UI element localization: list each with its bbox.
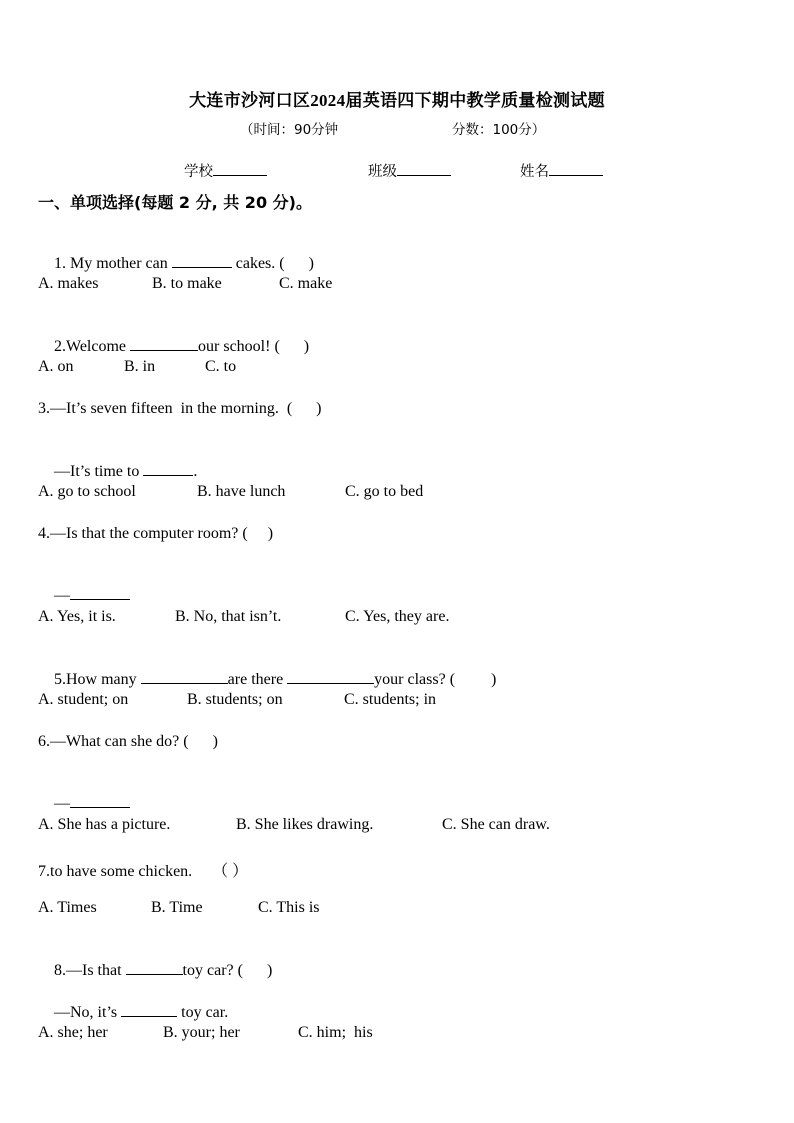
answer-text: toy car. <box>181 1004 229 1021</box>
school-label: 学校 <box>184 164 213 180</box>
answer-blank[interactable] <box>287 668 374 684</box>
option-b[interactable]: B. She likes drawing. <box>236 816 374 833</box>
answer-blank[interactable] <box>70 584 130 600</box>
school-field <box>184 160 267 181</box>
answer-text: —No, it’s <box>54 1004 118 1021</box>
question-text: 1. My mother can <box>54 255 168 272</box>
answer-text: . <box>193 463 198 480</box>
option-b[interactable]: B. have lunch <box>197 483 286 500</box>
answer-text: — <box>54 587 70 604</box>
option-c[interactable]: C. Yes, they are. <box>345 608 450 625</box>
answer-blank[interactable] <box>70 792 130 808</box>
option-a[interactable]: A. on <box>38 358 74 375</box>
option-b[interactable]: B. students; on <box>187 691 283 708</box>
section-heading: 一、单项选择(每题 2 分, 共 20 分)。 <box>38 193 312 212</box>
option-c[interactable]: C. students; in <box>344 691 437 708</box>
class-field <box>368 160 451 181</box>
exam-time: （时间：90分钟 <box>240 122 339 138</box>
option-c[interactable]: C. to <box>205 358 237 375</box>
question-3: 3.—It’s seven fifteen in the morning. ( ) <box>38 400 322 417</box>
option-c[interactable]: C. make <box>279 275 333 292</box>
option-a[interactable]: A. makes <box>38 275 99 292</box>
name-field <box>520 160 603 181</box>
answer-text: — <box>54 795 70 812</box>
question-text: your class? ( ) <box>374 671 497 688</box>
option-a[interactable]: A. student; on <box>38 691 129 708</box>
question-7: 7.to have some chicken. （ ） <box>38 863 249 880</box>
option-a[interactable]: A. Yes, it is. <box>38 608 116 625</box>
answer-blank[interactable] <box>126 959 183 975</box>
question-text: cakes. ( ) <box>235 255 314 272</box>
answer-text: —It’s time to <box>54 463 140 480</box>
answer-blank[interactable] <box>141 668 228 684</box>
option-a[interactable]: A. she; her <box>38 1024 108 1041</box>
option-c[interactable]: C. This is <box>258 899 320 916</box>
question-2 <box>38 317 309 374</box>
option-c[interactable]: C. him; his <box>298 1024 373 1041</box>
question-6: 6.—What can she do? ( ) <box>38 733 218 750</box>
answer-blank[interactable] <box>143 460 193 476</box>
option-b[interactable]: B. in <box>124 358 156 375</box>
question-text: toy car? ( ) <box>182 962 273 979</box>
option-b[interactable]: B. Time <box>151 899 203 916</box>
question-text: 2.Welcome <box>54 338 127 355</box>
class-label: 班级 <box>368 164 397 180</box>
question-text: 5.How many <box>54 671 137 688</box>
question-4: 4.—Is that the computer room? ( ) <box>38 525 274 542</box>
school-blank[interactable] <box>213 161 267 176</box>
option-b[interactable]: B. No, that isn’t. <box>175 608 282 625</box>
option-a[interactable]: A. She has a picture. <box>38 816 171 833</box>
option-a[interactable]: A. go to school <box>38 483 136 500</box>
question-text: are there <box>227 671 284 688</box>
option-c[interactable]: C. go to bed <box>345 483 424 500</box>
option-a[interactable]: A. Times <box>38 899 97 916</box>
answer-blank[interactable] <box>130 335 198 351</box>
option-b[interactable]: B. your; her <box>163 1024 240 1041</box>
option-c[interactable]: C. She can draw. <box>442 816 550 833</box>
page-title: 大连市沙河口区2024届英语四下期中教学质量检测试题 <box>189 91 605 110</box>
option-b[interactable]: B. to make <box>152 275 222 292</box>
class-blank[interactable] <box>397 161 451 176</box>
question-text: our school! ( ) <box>198 338 310 355</box>
question-text: 8.—Is that <box>54 962 122 979</box>
name-blank[interactable] <box>549 161 603 176</box>
exam-score: 分数：100分） <box>452 122 546 138</box>
name-label: 姓名 <box>520 164 549 180</box>
answer-blank[interactable] <box>121 1001 177 1017</box>
answer-blank[interactable] <box>172 252 232 268</box>
